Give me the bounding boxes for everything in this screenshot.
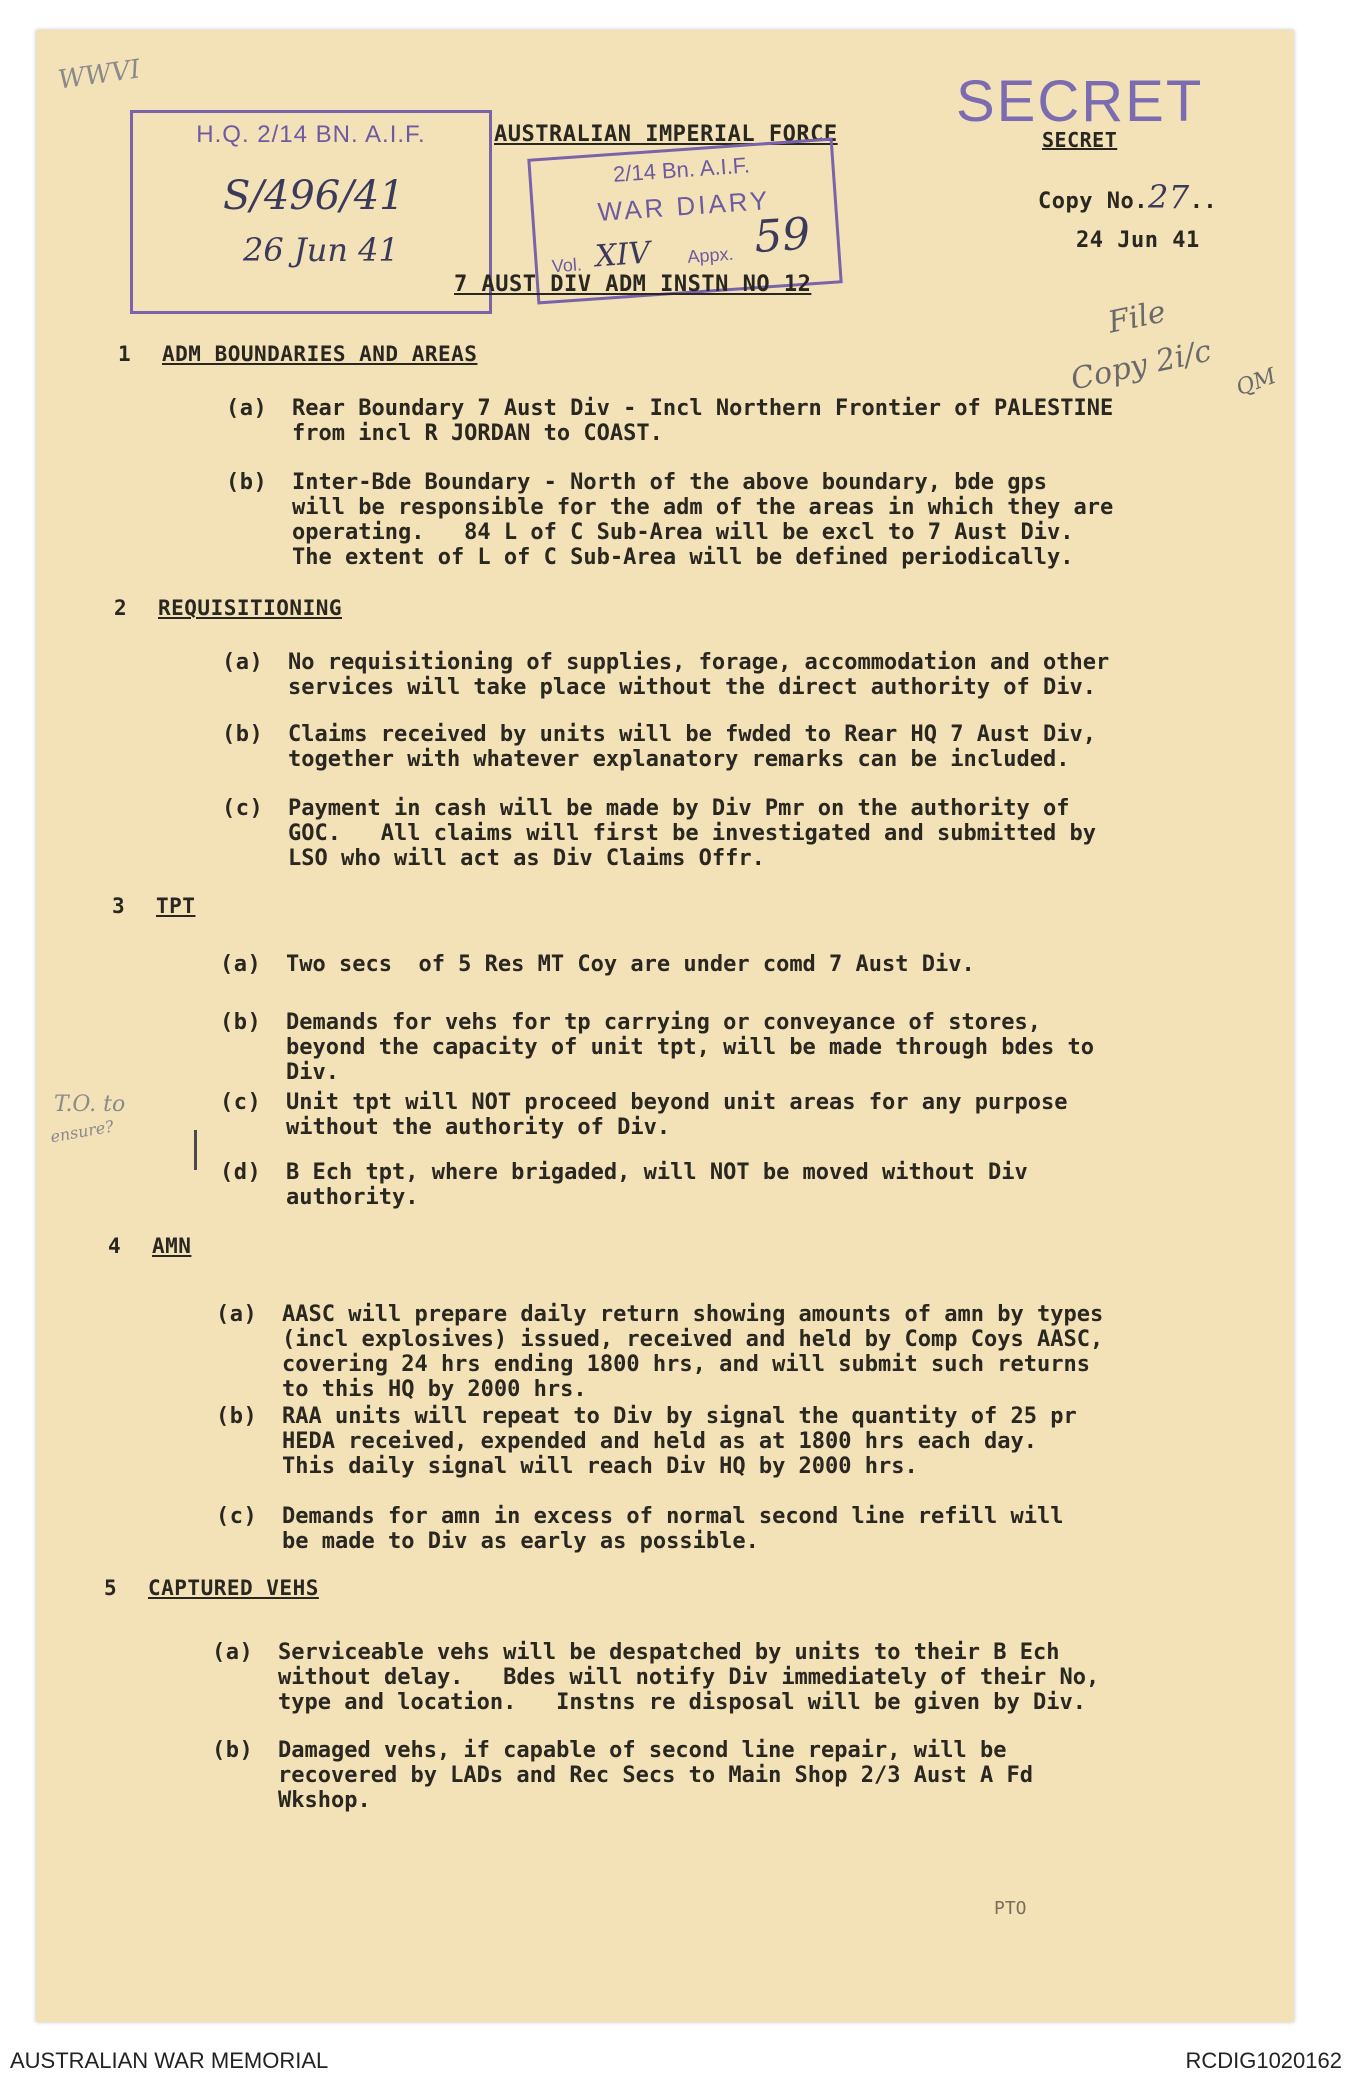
footer-left: AUSTRALIAN WAR MEMORIAL [10,2048,329,2073]
item-label: (a) [212,1640,254,1665]
section-title: CAPTURED VEHS [148,1576,319,1600]
margin-note-copy: Copy 2i/c [1067,333,1215,398]
war-diary-unit: 2/14 Bn. A.I.F. [612,152,751,187]
item-label: (b) [216,1404,258,1429]
item-line: covering 24 hrs ending 1800 hrs, and will submit such returns [282,1352,1090,1377]
hq-stamp-unit: H.Q. 2/14 BN. A.I.F. [196,121,426,148]
item-text [292,396,1113,446]
copy-label: Copy No. [1038,189,1148,214]
section-title: TPT [156,894,196,918]
war-diary-vol-label: Vol. [551,254,583,277]
section-title: REQUISITIONING [158,596,343,620]
section-number: 5 [104,1576,118,1600]
item-text [282,1504,1063,1554]
item-line: Inter-Bde Boundary - North of the above boundary, bde gps [292,470,1047,495]
war-diary-appx: 59 [752,208,812,264]
margin-note-file: File [1104,294,1169,341]
item-line: Wkshop. [278,1788,371,1813]
instruction-title: 7 AUST DIV ADM INSTN NO 12 [454,272,812,297]
section-number: 1 [118,342,132,366]
item-text [278,1738,1033,1813]
item-line: Payment in cash will be made by Div Pmr on the authority of [288,796,1070,821]
item-line: GOC. All claims will first be investigated and submitted by [288,821,1096,846]
item-text [288,722,1096,772]
item-line: be made to Div as early as possible. [282,1529,759,1554]
item-line: B Ech tpt, where brigaded, will NOT be moved without Div [286,1160,1028,1185]
section-number: 3 [112,894,126,918]
section-title: ADM BOUNDARIES AND AREAS [162,342,478,366]
item-text [286,952,975,977]
item-line: authority. [286,1185,419,1210]
margin-note-qm: QM [1232,363,1280,402]
hq-stamp [130,110,492,314]
item-label: (a) [226,396,268,421]
hq-stamp-ref: S/496/41 [223,173,405,219]
item-line: will be responsible for the adm of the areas in which they are [292,495,1114,520]
item-label: (d) [220,1160,262,1185]
item-label: (a) [220,952,262,977]
item-label: (b) [212,1738,254,1763]
margin-note-to-be: T.O. to [54,1092,126,1117]
item-line: AASC will prepare daily return showing amounts of amn by types [282,1302,1104,1327]
item-line: beyond the capacity of unit tpt, will be made through bdes to [286,1035,1094,1060]
item-line: recovered by LADs and Rec Secs to Main Shop 2/3 Aust A Fd [278,1763,1033,1788]
item-label: (c) [220,1090,262,1115]
item-line: This daily signal will reach Div HQ by 2000 hrs. [282,1454,918,1479]
item-text [278,1640,1099,1715]
document-date: 24 Jun 41 [1076,228,1200,253]
item-text [286,1160,1028,1210]
copy-number: 27 [1147,178,1190,216]
item-line: Unit tpt will NOT proceed beyond unit areas for any purpose [286,1090,1068,1115]
item-line: together with whatever explanatory remarks can be included. [288,747,1070,772]
item-text [292,470,1113,570]
copy-dots: .. [1189,189,1218,214]
item-line: Claims received by units will be fwded to Rear HQ 7 Aust Div, [288,722,1096,747]
item-label: (a) [216,1302,258,1327]
section-number: 2 [114,596,128,620]
footer-right: RCDIG1020162 [1185,2048,1342,2073]
item-label: (b) [226,470,268,495]
item-line: The extent of L of C Sub-Area will be defined periodically. [292,545,1074,570]
item-line: type and location. Instns re disposal will be given by Div. [278,1690,1086,1715]
item-line: RAA units will repeat to Div by signal the quantity of 25 pr [282,1404,1077,1429]
secret-stamp: SECRET [956,69,1204,134]
war-diary-appx-label: Appx. [686,243,735,267]
item-line: without the authority of Div. [286,1115,671,1140]
item-line: services will take place without the direct authority of Div. [288,675,1096,700]
item-text [286,1090,1067,1140]
item-line: HEDA received, expended and held as at 1800 hrs each day. [282,1429,1037,1454]
force-heading: AUSTRALIAN IMPERIAL FORCE [494,122,838,147]
item-line: No requisitioning of supplies, forage, accommodation and other [288,650,1110,675]
hq-stamp-date: 26 Jun 41 [243,231,399,269]
item-line: Damaged vehs, if capable of second line repair, will be [278,1738,1007,1763]
item-line: to this HQ by 2000 hrs. [282,1377,587,1402]
item-line: (incl explosives) issued, received and held by Comp Coys AASC, [282,1327,1104,1352]
item-line: Div. [286,1060,339,1085]
item-text [282,1302,1103,1402]
document-page [36,30,1294,2022]
section-number: 4 [108,1234,122,1258]
item-label: (c) [216,1504,258,1529]
item-line: without delay. Bdes will notify Div immediately of their No, [278,1665,1100,1690]
item-label: (b) [222,722,264,747]
war-diary-title: WAR DIARY [596,185,772,228]
margin-note-ensure: ensure? [48,1116,116,1147]
item-line: Rear Boundary 7 Aust Div - Incl Northern Frontier of PALESTINE [292,396,1114,421]
item-label: (c) [222,796,264,821]
item-line: Serviceable vehs will be despatched by units to their B Ech [278,1640,1060,1665]
item-line: Two secs of 5 Res MT Coy are under comd 7 Aust Div. [286,952,975,977]
pencil-mark: WWVI [56,54,143,96]
section-title: AMN [152,1234,192,1258]
item-text [288,650,1109,700]
item-label: (b) [220,1010,262,1035]
margin-bar [194,1130,197,1170]
item-line: Demands for amn in excess of normal second line refill will [282,1504,1064,1529]
item-label: (a) [222,650,264,675]
copy-number-line [1038,178,1217,216]
item-text [282,1404,1077,1479]
item-line: operating. 84 L of C Sub-Area will be excl to 7 Aust Div. [292,520,1074,545]
secret-typed: SECRET [1042,128,1118,152]
item-text [286,1010,1094,1085]
pto-mark: PTO [994,1898,1027,1919]
item-line: from incl R JORDAN to COAST. [292,421,663,446]
item-line: Demands for vehs for tp carrying or conveyance of stores, [286,1010,1041,1035]
item-line: LSO who will act as Div Claims Offr. [288,846,765,871]
war-diary-vol: XIV [594,235,652,275]
item-text [288,796,1096,871]
